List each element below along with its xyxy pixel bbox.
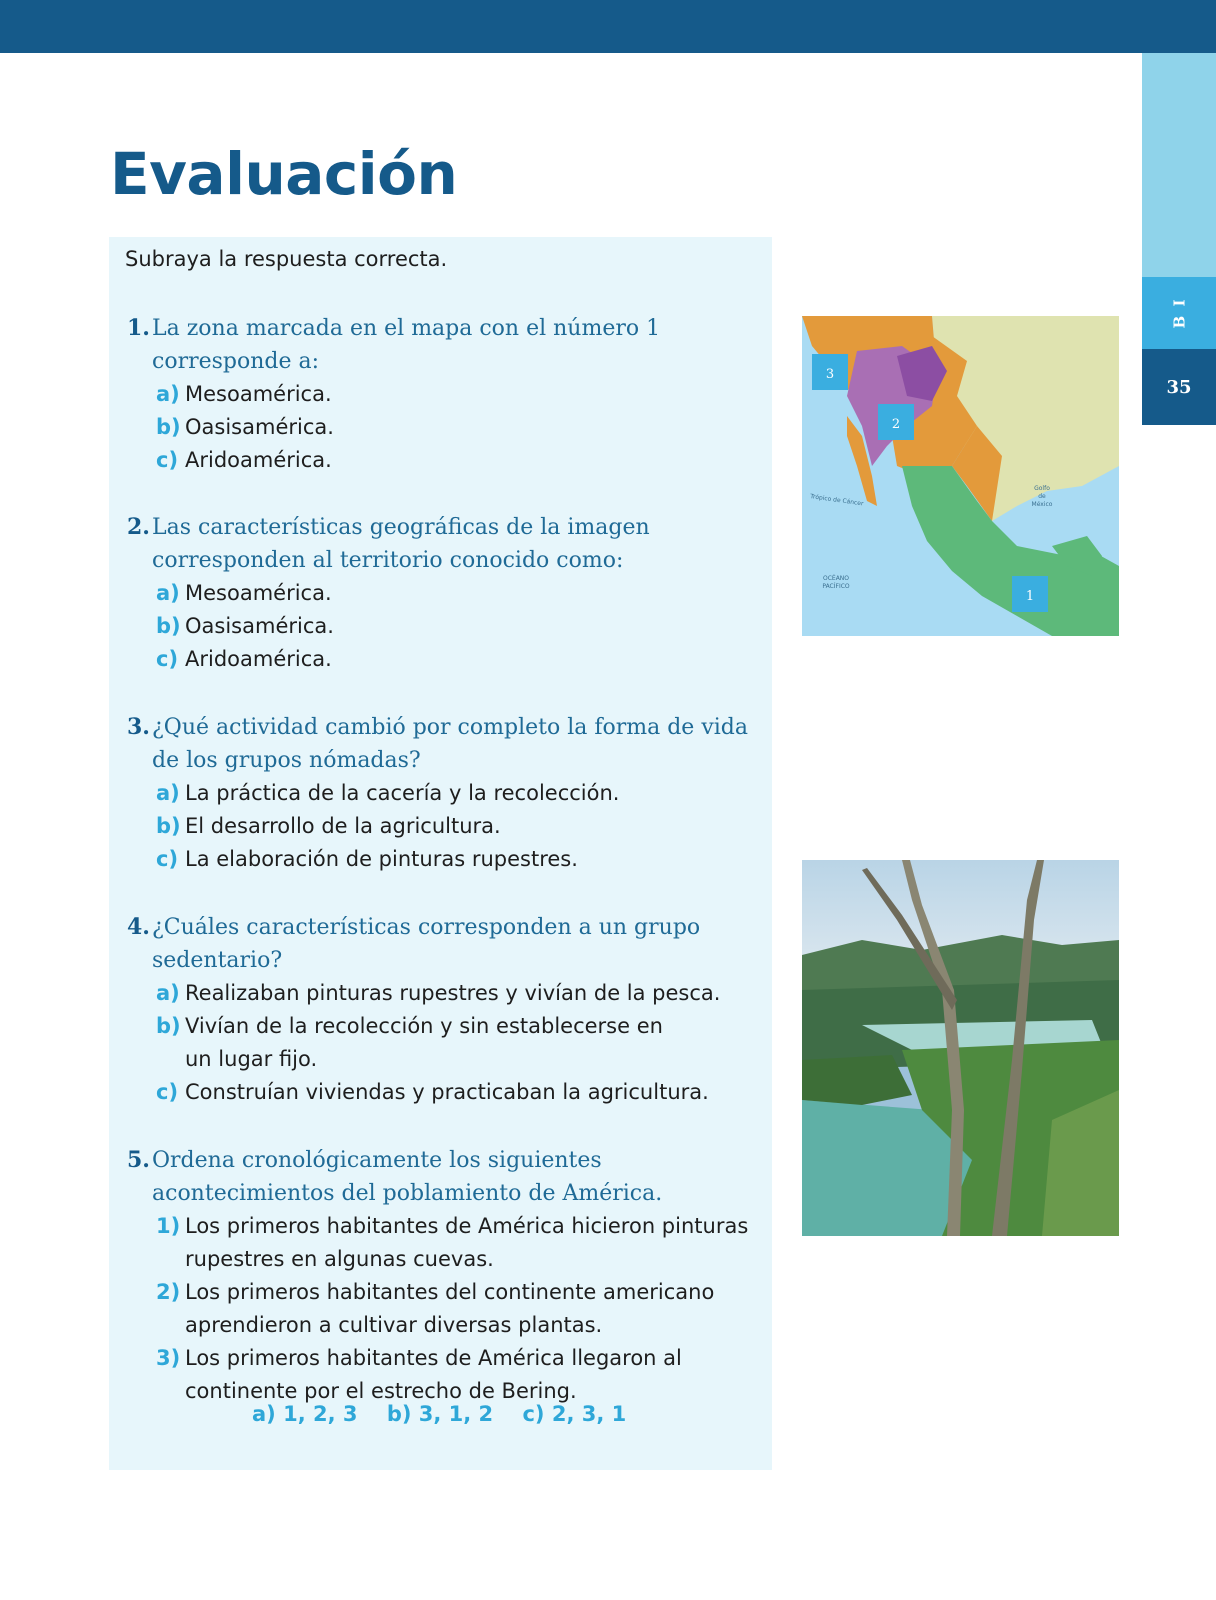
question-4 (127, 911, 700, 977)
event-item (156, 1276, 714, 1342)
question-line: ¿Cuáles características corresponden a un grupo (152, 915, 701, 940)
region-map (802, 316, 1119, 636)
event-text: aprendieron a cultivar diversas plantas. (185, 1313, 603, 1337)
option[interactable] (156, 577, 332, 610)
question-line: Las características geográficas de la imagen (152, 515, 650, 540)
question-number: 3. (127, 714, 150, 740)
option[interactable] (156, 411, 334, 444)
option-letter: a) (156, 781, 180, 805)
option-text: Aridoamérica. (185, 647, 332, 671)
event-text: continente por el estrecho de Bering. (185, 1379, 577, 1403)
map-marker-1-label: 1 (1025, 589, 1035, 604)
option[interactable] (156, 610, 334, 643)
option[interactable] (156, 810, 501, 843)
question-line: de los grupos nómadas? (152, 748, 421, 773)
block-tab (1142, 277, 1216, 349)
evaluation-panel (109, 237, 772, 1470)
question-1 (127, 312, 660, 378)
option-letter: c) (156, 647, 179, 671)
side-tab-decoration (1142, 53, 1216, 277)
option-text: Vivían de la recolección y sin establecerse en (185, 1014, 663, 1038)
option-text: Mesoamérica. (185, 581, 332, 605)
order-option-a[interactable]: a) 1, 2, 3 (252, 1402, 358, 1426)
gulf-label-1: Golfo (1034, 485, 1050, 492)
forest-left (802, 1055, 912, 1105)
tropic-label: Trópico de Cáncer (809, 493, 864, 508)
option-text: Oasisamérica. (185, 415, 334, 439)
option-text: Oasisamérica. (185, 614, 334, 638)
page-number: 35 (1142, 349, 1216, 425)
option-letter: c) (156, 448, 179, 472)
jungle-lake-graphic (802, 860, 1119, 1236)
event-number: 1) (156, 1214, 181, 1238)
question-3 (127, 711, 748, 777)
question-line: corresponde a: (152, 349, 320, 374)
question-text (152, 911, 700, 977)
order-option-b[interactable]: b) 3, 1, 2 (386, 1402, 494, 1426)
instruction: Subraya la respuesta correcta. (125, 247, 448, 271)
option-text: Construían viviendas y practicaban la agricultura. (185, 1080, 709, 1104)
event-text: Los primeros habitantes de América llegaron al (185, 1346, 682, 1370)
question-line: acontecimientos del poblamiento de América. (152, 1181, 663, 1206)
option-text: La práctica de la cacería y la recolección. (185, 781, 620, 805)
question-number: 2. (127, 514, 150, 540)
option-text: Aridoamérica. (185, 448, 332, 472)
order-answer-options (252, 1402, 648, 1426)
question-line: sedentario? (152, 948, 283, 973)
event-number: 3) (156, 1346, 181, 1370)
option[interactable] (156, 977, 720, 1010)
option-text: El desarrollo de la agricultura. (185, 814, 501, 838)
event-text: Los primeros habitantes del continente americano (185, 1280, 715, 1304)
question-5 (127, 1144, 662, 1210)
event-item (156, 1210, 748, 1276)
question-number: 1. (127, 315, 150, 341)
option-letter: c) (156, 847, 179, 871)
option-letter: c) (156, 1080, 179, 1104)
option-letter: b) (156, 415, 181, 439)
option-letter: b) (156, 614, 181, 638)
question-text (152, 511, 650, 577)
option[interactable] (156, 444, 332, 477)
question-2 (127, 511, 650, 577)
option-text: La elaboración de pinturas rupestres. (185, 847, 578, 871)
option-letter: a) (156, 981, 180, 1005)
order-option-c[interactable]: c) 2, 3, 1 (522, 1402, 627, 1426)
option-letter: b) (156, 1014, 181, 1038)
option-letter: b) (156, 814, 181, 838)
question-line: corresponden al territorio conocido como: (152, 548, 624, 573)
option-letter: a) (156, 382, 180, 406)
gulf-label-3: México (1031, 501, 1053, 508)
question-number: 4. (127, 914, 150, 940)
page-title: Evaluación (110, 140, 458, 208)
ocean-label-1: OCÉANO (822, 575, 850, 582)
event-item (156, 1342, 682, 1408)
option[interactable] (156, 1010, 663, 1076)
question-line: Ordena cronológicamente los siguientes (152, 1148, 602, 1173)
option-text: Mesoamérica. (185, 382, 332, 406)
region-map-graphic (802, 316, 1119, 636)
option[interactable] (156, 843, 578, 876)
option[interactable] (156, 643, 332, 676)
event-number: 2) (156, 1280, 181, 1304)
jungle-lake-photo (802, 860, 1119, 1236)
option-letter: a) (156, 581, 180, 605)
question-number: 5. (127, 1147, 150, 1173)
top-banner (0, 0, 1216, 53)
question-text (152, 1144, 662, 1210)
question-line: La zona marcada en el mapa con el número 1 (152, 316, 661, 341)
gulf-label-2: de (1038, 493, 1046, 500)
ocean-label-2: PACÍFICO (822, 583, 850, 590)
question-text (152, 711, 748, 777)
option-text: un lugar fijo. (185, 1047, 318, 1071)
option[interactable] (156, 1076, 709, 1109)
map-marker-2-label: 2 (891, 417, 901, 432)
option[interactable] (156, 378, 332, 411)
question-text (152, 312, 660, 378)
event-text: rupestres en algunas cuevas. (185, 1247, 494, 1271)
question-line: ¿Qué actividad cambió por completo la forma de vida (152, 715, 748, 740)
option-text: Realizaban pinturas rupestres y vivían de la pesca. (185, 981, 721, 1005)
block-label: B I (1169, 297, 1188, 329)
option[interactable] (156, 777, 619, 810)
event-text: Los primeros habitantes de América hicieron pinturas (185, 1214, 749, 1238)
map-marker-3-label: 3 (825, 367, 835, 382)
